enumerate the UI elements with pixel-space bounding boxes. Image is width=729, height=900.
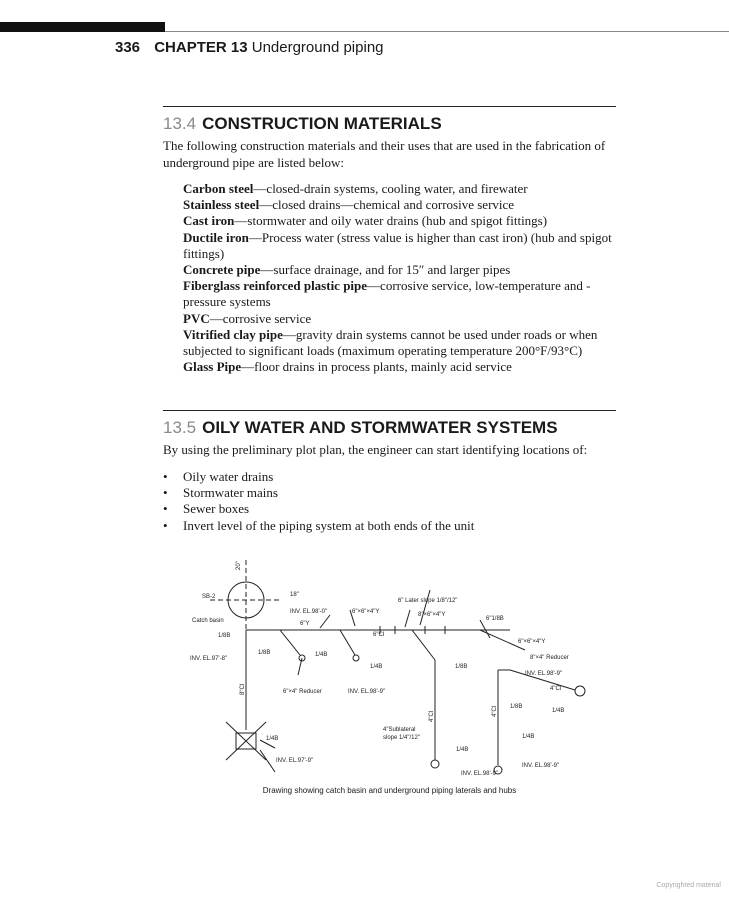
list-item: • Oily water drains	[163, 469, 613, 485]
section-number: 13.4	[163, 114, 197, 133]
fig-label: 6"×6"×4"Y	[352, 609, 380, 615]
material-name: Ductile iron	[183, 229, 249, 245]
list-item	[183, 359, 621, 375]
fig-label: 18"	[290, 592, 299, 598]
fig-label: INV. EL.97'-8"	[190, 656, 228, 662]
section-heading	[163, 418, 558, 438]
list-item: • Stormwater mains	[163, 485, 613, 501]
fig-label: 1/4B	[370, 664, 383, 670]
fig-label: 6"×6"×4"Y	[518, 639, 546, 645]
fig-label: 1/4B	[315, 652, 328, 658]
section-intro: By using the preliminary plot plan, the engineer can start identifying locations of:	[163, 442, 588, 457]
page-number: 336	[115, 39, 141, 56]
material-name: Concrete pipe	[183, 262, 261, 278]
fig-label: 4"CI	[429, 710, 435, 722]
fig-label: INV. EL.98'-9"	[525, 671, 563, 677]
header-bar	[0, 22, 165, 32]
fig-label: INV. EL.98'-0"	[290, 609, 328, 615]
fig-label: 4"CI	[492, 705, 498, 717]
fig-label: 20"	[236, 561, 242, 570]
list-item: • Sewer boxes	[163, 501, 613, 517]
fig-label: Catch basin	[192, 618, 224, 624]
material-name: Fiberglass reinforced plastic pipe	[183, 278, 368, 294]
material-name: Carbon steel	[183, 181, 254, 196]
material-name: Vitrified clay pipe	[183, 326, 283, 342]
material-use: —floor drains in process plants, mainly acid service	[241, 359, 512, 375]
list-item	[183, 327, 621, 359]
copyright-watermark: Copyrighted material	[656, 882, 721, 889]
fig-label: 8"×6"×4"Y	[418, 612, 446, 618]
fig-label: 1/8B	[258, 650, 271, 656]
fig-label: 6"×4" Reducer	[283, 689, 322, 695]
section-number: 13.5	[163, 418, 197, 437]
bullet-list	[163, 469, 613, 534]
material-name: PVC	[183, 310, 210, 326]
chapter-label: CHAPTER 13	[154, 39, 248, 56]
list-item	[183, 181, 621, 197]
fig-label: INV. EL.97'-9"	[276, 758, 314, 764]
fig-label: INV. EL.98'-9"	[461, 771, 499, 777]
fig-label: 1/4B	[522, 734, 535, 740]
material-use: —Process water (stress value is higher than cast iron) (hub and spigot fittings)	[183, 229, 612, 261]
fig-label: 1/8B	[218, 633, 231, 639]
material-use: —closed drains—chemical and corrosive service	[259, 197, 515, 213]
running-header	[115, 39, 384, 56]
fig-label: 6"CI	[373, 632, 385, 638]
fig-label: slope 1/4"/12"	[383, 735, 420, 741]
section-intro: The following construction materials and their uses that are used in the fabrication of underground pipe are listed below:	[163, 138, 606, 170]
fig-label: 6" Later slope 1/8"/12"	[398, 598, 458, 604]
fig-label: SB-2	[202, 594, 216, 600]
material-name: Cast iron	[183, 213, 235, 229]
fig-label: 8"×4" Reducer	[530, 655, 569, 661]
section-heading	[163, 114, 442, 134]
material-use: —surface drainage, and for 15″ and larger pipes	[260, 262, 511, 278]
list-item	[183, 311, 621, 327]
fig-label: 4"CI	[550, 686, 562, 692]
list-item	[183, 230, 621, 262]
material-use: —stormwater and oily water drains (hub and spigot fittings)	[234, 213, 548, 229]
fig-label: INV. EL.98'-9"	[348, 689, 386, 695]
header-rule	[165, 31, 729, 32]
fig-label: 1/8B	[455, 664, 468, 670]
list-item	[183, 197, 621, 213]
chapter-title: Underground piping	[251, 39, 384, 56]
list-item: • Invert level of the piping system at both ends of the unit	[163, 518, 613, 534]
fig-label: 8"CI	[240, 683, 246, 695]
list-item	[183, 278, 621, 310]
fig-label: INV. EL.98'-9"	[522, 763, 560, 769]
fig-label: 1/4B	[266, 736, 279, 742]
list-item	[183, 262, 621, 278]
material-use: —closed-drain systems, cooling water, and firewater	[253, 181, 528, 196]
fig-label: 6"Y	[300, 621, 310, 627]
fig-label: 1/4B	[456, 747, 469, 753]
materials-list	[183, 181, 621, 375]
fig-label: 6"1/8B	[486, 616, 504, 622]
section-title: OILY WATER AND STORMWATER SYSTEMS	[202, 418, 558, 437]
material-name: Stainless steel	[183, 197, 260, 213]
fig-label: 4"Sublateral	[383, 727, 416, 733]
material-name: Glass Pipe	[183, 359, 242, 375]
material-use: —corrosive service	[209, 310, 312, 326]
section-rule	[163, 410, 616, 411]
fig-label: 1/4B	[552, 708, 565, 714]
material-use: —gravity drain systems cannot be used under roads or when subjected to significant loads (maximum operating temperature 200°F/93°C)	[183, 326, 598, 359]
list-item	[183, 213, 621, 229]
figure-caption: Drawing showing catch basin and underground piping laterals and hubs	[262, 786, 517, 795]
material-use: —corrosive service, low-temperature and - pressure systems	[183, 278, 591, 310]
section-title: CONSTRUCTION MATERIALS	[202, 114, 442, 133]
fig-label: 1/8B	[510, 704, 523, 710]
piping-drawing	[180, 550, 620, 800]
section-rule	[163, 106, 616, 107]
